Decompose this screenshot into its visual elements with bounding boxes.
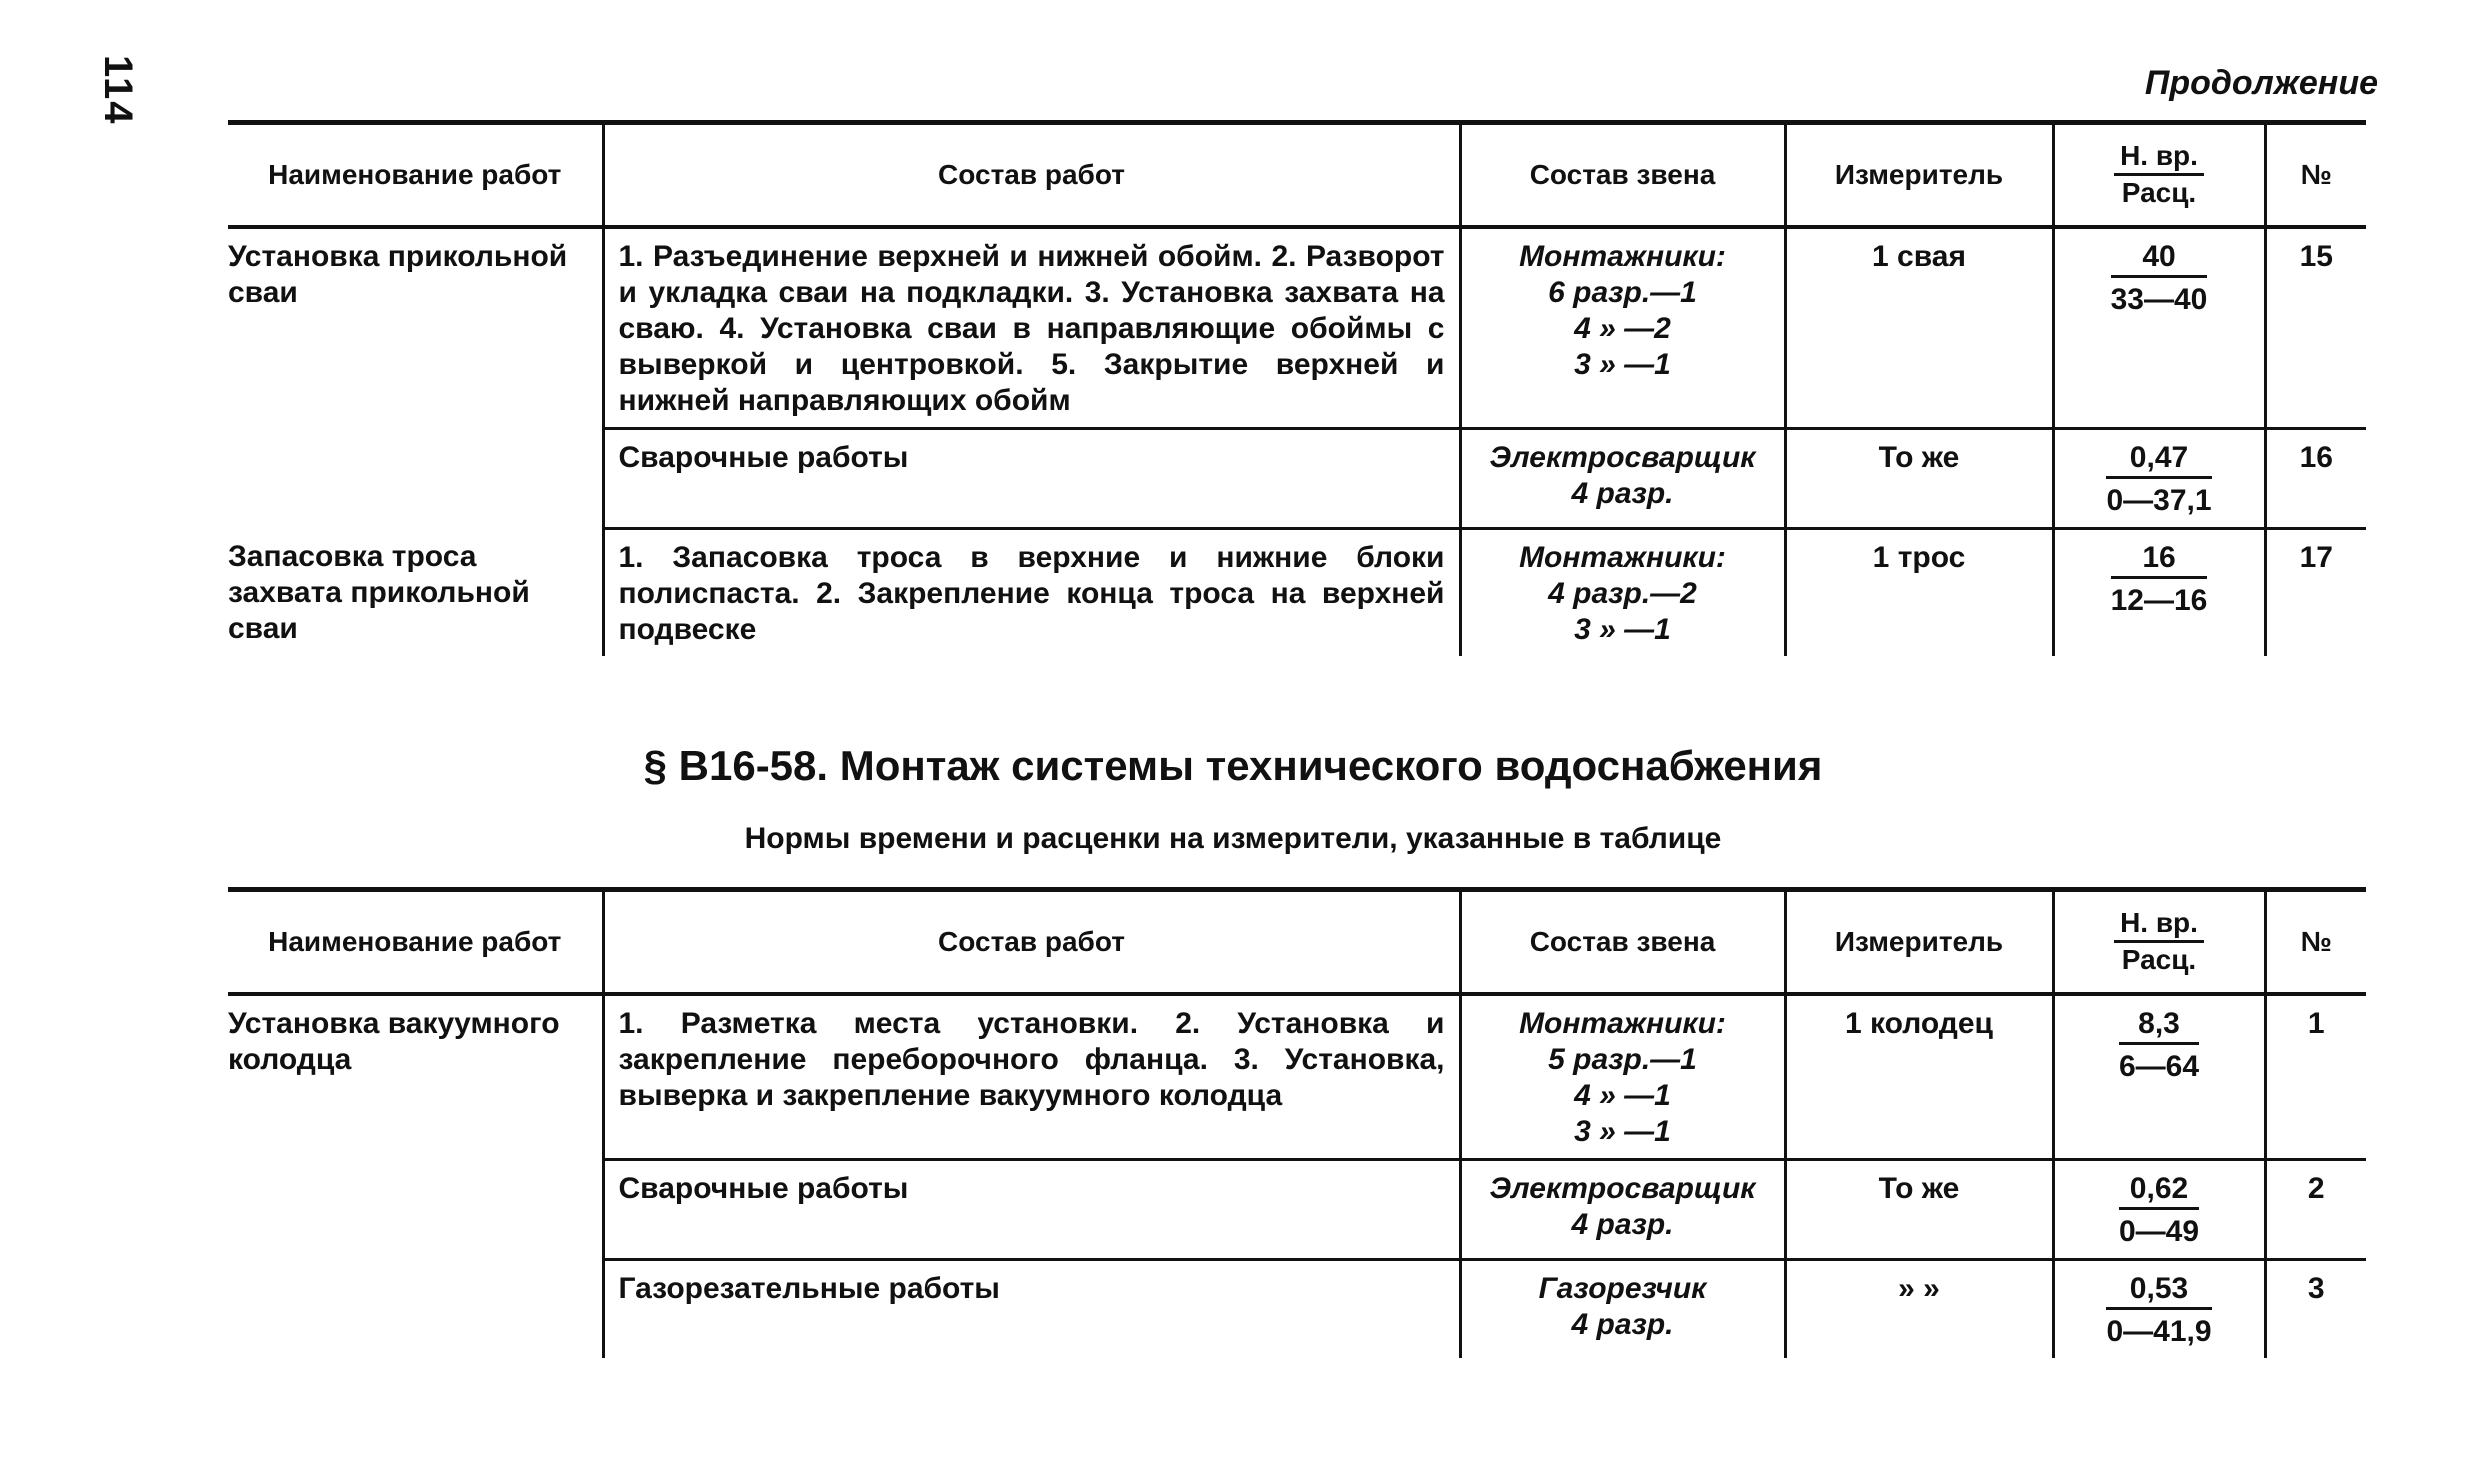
table-row: [228, 529, 2366, 657]
row-number: 3: [2265, 1260, 2366, 1359]
unit: » »: [1785, 1260, 2053, 1359]
crew-grade: 3 » —1: [1574, 1115, 1671, 1148]
crew-composition: [1460, 227, 1785, 429]
norms-table-2: [228, 887, 2366, 1358]
time-norm: 40: [2111, 239, 2208, 278]
rate: [2053, 1160, 2265, 1260]
page-number: 114: [96, 55, 140, 126]
header-price: Расц.: [2121, 944, 2197, 975]
crew-grade: 3 » —1: [1574, 613, 1671, 646]
header-unit: Измеритель: [1785, 123, 2053, 228]
time-norm: 16: [2111, 540, 2208, 579]
header-price: Расц.: [2121, 177, 2197, 208]
header-composition: Состав работ: [603, 123, 1460, 228]
header-unit: Измеритель: [1785, 890, 2053, 995]
crew-grade: 4 разр.: [1571, 477, 1674, 510]
unit: 1 трос: [1785, 529, 2053, 657]
header-rate: [2053, 890, 2265, 995]
crew-title: Монтажники:: [1519, 1007, 1726, 1040]
table-row: [228, 227, 2366, 429]
price: 0—49: [2118, 1215, 2200, 1248]
header-no: №: [2265, 890, 2366, 995]
continuation-label: Продолжение: [2144, 64, 2378, 102]
table-row: [228, 994, 2366, 1160]
time-norm: 0,53: [2106, 1271, 2211, 1310]
crew-grade: 4 разр.—2: [1548, 577, 1697, 610]
crew-grade: 4 разр.: [1571, 1208, 1674, 1241]
crew-grade: 6 разр.—1: [1548, 276, 1697, 309]
crew-title: Газорезчик: [1538, 1272, 1707, 1305]
unit: То же: [1785, 429, 2053, 529]
price: 33—40: [2110, 283, 2208, 316]
crew-composition: [1460, 529, 1785, 657]
crew-grade: 4 разр.: [1571, 1308, 1674, 1341]
rate: [2053, 227, 2265, 429]
price: 0—41,9: [2106, 1315, 2212, 1348]
header-name: Наименование работ: [228, 123, 603, 228]
unit: 1 свая: [1785, 227, 2053, 429]
table-header-row: [228, 123, 2366, 228]
work-composition: Газорезательные работы: [603, 1260, 1460, 1359]
work-name: Установка прикольной сваи: [228, 227, 603, 529]
section-subtitle: Нормы времени и расценки на измерители, указанные в таблице: [744, 822, 1722, 855]
unit: 1 колодец: [1785, 994, 2053, 1160]
crew-grade: 4 » —2: [1574, 312, 1671, 345]
crew-title: Электросварщик: [1489, 441, 1756, 474]
crew-title: Монтажники:: [1519, 240, 1726, 273]
work-name: Установка вакуумного колодца: [228, 994, 603, 1358]
rate: [2053, 994, 2265, 1160]
time-norm: 0,47: [2106, 440, 2211, 479]
time-norm: 8,3: [2119, 1006, 2199, 1045]
crew-grade: 5 разр.—1: [1548, 1043, 1697, 1076]
rate: [2053, 1260, 2265, 1359]
work-composition: 1. Разметка места установки. 2. Установка и закрепление переборочного фланца. 3. Установка, выверка и закрепление вакуумного колодца: [603, 994, 1460, 1160]
unit: То же: [1785, 1160, 2053, 1260]
crew-title: Электросварщик: [1489, 1172, 1756, 1205]
table-header-row: [228, 890, 2366, 995]
rate: [2053, 429, 2265, 529]
rate: [2053, 529, 2265, 657]
price: 6—64: [2118, 1050, 2200, 1083]
norms-table-1: [228, 120, 2366, 656]
crew-title: Монтажники:: [1519, 541, 1726, 574]
header-crew: Состав звена: [1460, 123, 1785, 228]
work-composition: 1. Разъединение верхней и нижней обойм. 2. Разворот и укладка сваи на подкладки. 3. Установка захвата на сваю. 4. Установка сваи в направляющие обоймы с выверкой и центровкой. 5. Закрытие верхней и нижней направляющих обойм: [603, 227, 1460, 429]
price: 0—37,1: [2106, 484, 2212, 517]
crew-composition: [1460, 1260, 1785, 1359]
row-number: 15: [2265, 227, 2366, 429]
header-rate: [2053, 123, 2265, 228]
time-norm: 0,62: [2119, 1171, 2199, 1210]
crew-grade: 3 » —1: [1574, 348, 1671, 381]
crew-composition: [1460, 429, 1785, 529]
header-no: №: [2265, 123, 2366, 228]
row-number: 2: [2265, 1160, 2366, 1260]
section-title: § В16-58. Монтаж системы технического водоснабжения: [643, 742, 1823, 789]
header-norm: Н. вр.: [2114, 139, 2204, 176]
row-number: 17: [2265, 529, 2366, 657]
work-composition: 1. Запасовка троса в верхние и нижние блоки полиспаста. 2. Закрепление конца троса на верхней подвеске: [603, 529, 1460, 657]
work-composition: Сварочные работы: [603, 1160, 1460, 1260]
work-name: Запасовка троса захвата прикольной сваи: [228, 529, 603, 657]
header-crew: Состав звена: [1460, 890, 1785, 995]
crew-composition: [1460, 994, 1785, 1160]
crew-grade: 4 » —1: [1574, 1079, 1671, 1112]
work-composition: Сварочные работы: [603, 429, 1460, 529]
price: 12—16: [2110, 584, 2208, 617]
header-name: Наименование работ: [228, 890, 603, 995]
crew-composition: [1460, 1160, 1785, 1260]
row-number: 1: [2265, 994, 2366, 1160]
header-norm: Н. вр.: [2114, 906, 2204, 943]
header-composition: Состав работ: [603, 890, 1460, 995]
row-number: 16: [2265, 429, 2366, 529]
